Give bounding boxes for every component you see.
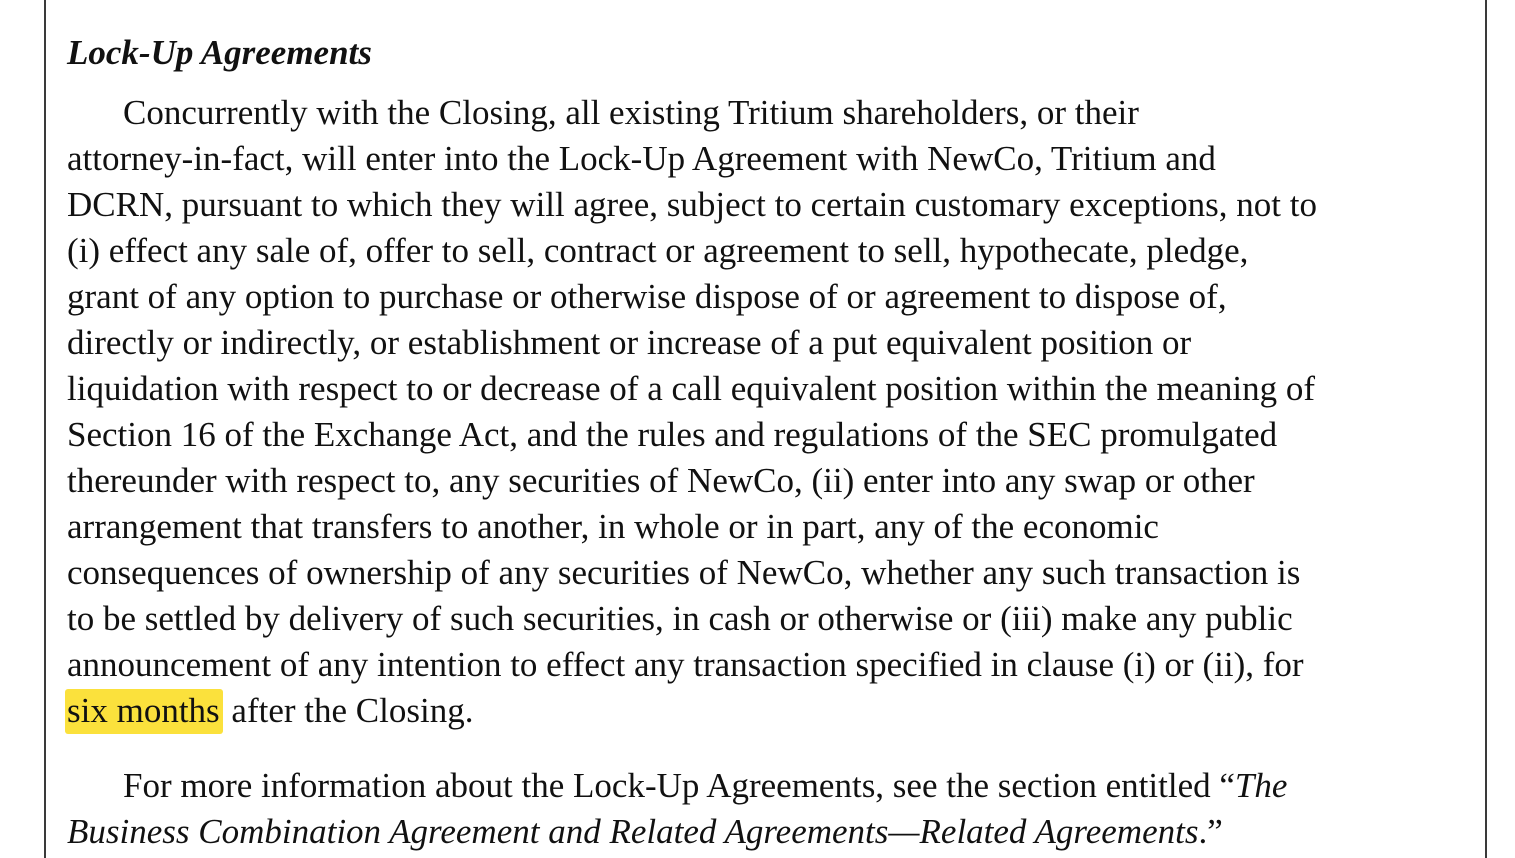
paragraph-line: liquidation with respect to or decrease of a call equivalent position within the meaning of (67, 369, 1315, 408)
paragraph-line: (i) effect any sale of, offer to sell, contract or agreement to sell, hypothecate, pledge, (67, 231, 1249, 270)
paragraph-line: directly or indirectly, or establishment or increase of a put equivalent position or (67, 323, 1192, 362)
cross-reference-title: Business Combination Agreement and Related Agreements—Related Agreements (67, 812, 1199, 851)
paragraph-lockup-terms (67, 90, 1467, 734)
paragraph-line (67, 763, 1467, 809)
document-content (67, 28, 1467, 855)
paragraph-line-tail: after the Closing. (222, 691, 474, 730)
paragraph-line: consequences of ownership of any securities of NewCo, whether any such transaction is (67, 553, 1301, 592)
paragraph-cross-reference (67, 763, 1467, 855)
paragraph-last-line (67, 688, 1467, 734)
paragraph-line: attorney-in-fact, will enter into the Lock-Up Agreement with NewCo, Tritium and (67, 139, 1216, 178)
paragraph-line: Section 16 of the Exchange Act, and the rules and regulations of the SEC promulgated (67, 415, 1278, 454)
paragraph-line: thereunder with respect to, any securities of NewCo, (ii) enter into any swap or other (67, 461, 1255, 500)
paragraph-line: announcement of any intention to effect any transaction specified in clause (i) or (ii), for (67, 645, 1304, 684)
paragraph-spacer (67, 734, 1467, 763)
paragraph-line: arrangement that transfers to another, in whole or in part, any of the economic (67, 507, 1159, 546)
paragraph-line: Concurrently with the Closing, all existing Tritium shareholders, or their (123, 93, 1139, 132)
paragraph-line: DCRN, pursuant to which they will agree, subject to certain customary exceptions, not to (67, 185, 1317, 224)
section-heading: Lock-Up Agreements (67, 33, 372, 72)
cross-reference-intro: For more information about the Lock-Up Agreements, see the section entitled “ (123, 766, 1235, 805)
cross-reference-closing: .” (1198, 812, 1223, 851)
highlighted-text: six months (65, 689, 223, 734)
cross-reference-title-start: The (1234, 766, 1288, 805)
paragraph-line: grant of any option to purchase or otherwise dispose of or agreement to dispose of, (67, 277, 1227, 316)
paragraph-line (67, 809, 1467, 855)
paragraph-line: to be settled by delivery of such securities, in cash or otherwise or (iii) make any public (67, 599, 1293, 638)
